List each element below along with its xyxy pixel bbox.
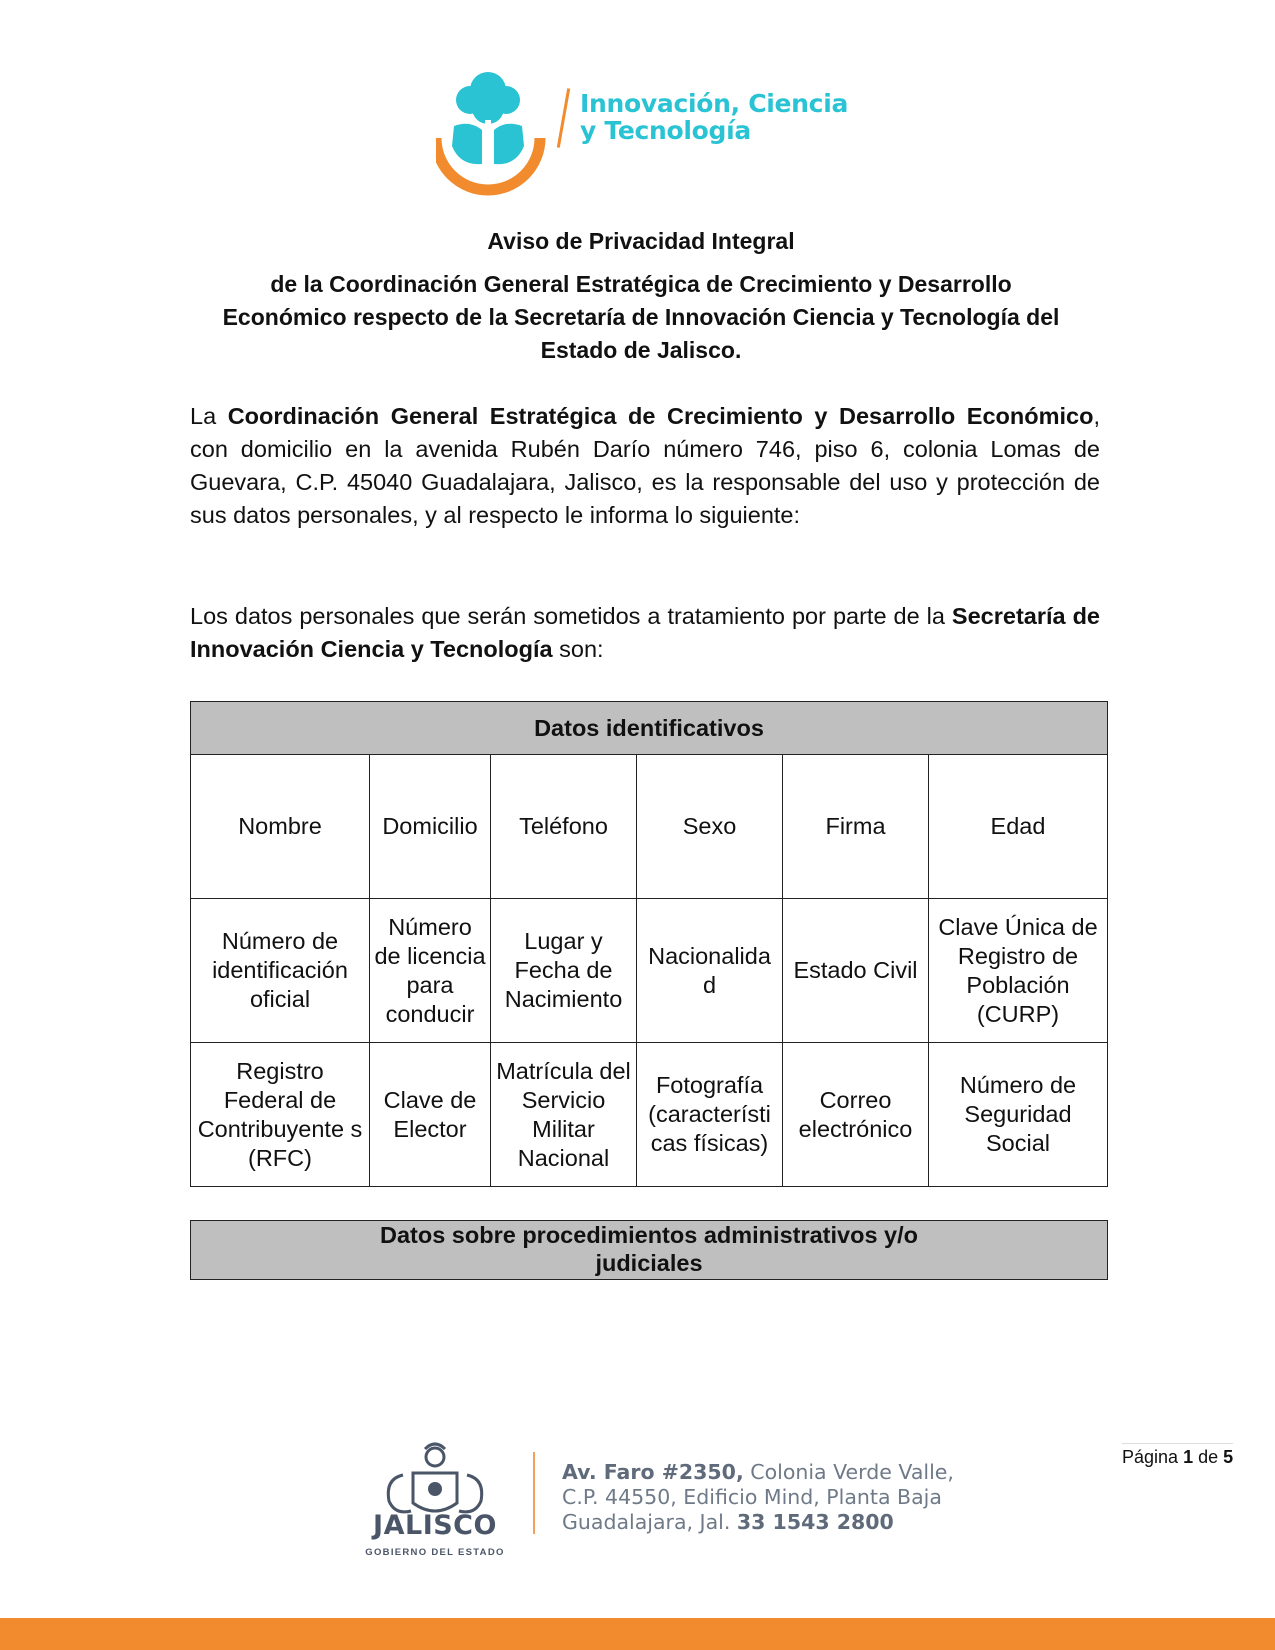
secretariat-name: Secretaría de Innovación Ciencia y Tecnología bbox=[190, 603, 1101, 662]
table-row bbox=[191, 899, 1108, 1043]
identification-data-table bbox=[190, 701, 1108, 1187]
table-header: Datos identificativos bbox=[191, 702, 1108, 755]
table-cell: Registro Federal de Contribuyente s (RFC) bbox=[191, 1043, 370, 1187]
table-cell: Número de Seguridad Social bbox=[929, 1043, 1108, 1187]
document-title: Aviso de Privacidad Integral bbox=[487, 228, 795, 254]
table-row bbox=[191, 755, 1108, 899]
document-subtitle bbox=[0, 268, 1275, 367]
table-cell: Lugar y Fecha de Nacimiento bbox=[491, 899, 637, 1043]
table-cell: Clave Única de Registro de Población (CURP) bbox=[929, 899, 1108, 1043]
jalisco-coat-of-arms-icon bbox=[365, 1435, 505, 1560]
footer-address: Av. Faro #2350, Colonia Verde Valle, C.P. 44550, Edificio Mind, Planta Baja Guadalajara, Jal. 33 1543 2800 bbox=[562, 1460, 954, 1534]
logo-text bbox=[580, 90, 848, 144]
responsible-entity: Coordinación General Estratégica de Crecimiento y Desarrollo Económico bbox=[227, 403, 1094, 429]
table-cell: Nombre bbox=[191, 755, 370, 899]
table-row bbox=[191, 1043, 1108, 1187]
subtitle-line-1: de la Coordinación General Estratégica de Crecimiento y Desarrollo bbox=[270, 271, 1012, 297]
footer-color-bar bbox=[0, 1618, 1275, 1650]
table-cell: Sexo bbox=[637, 755, 783, 899]
subtitle-line-3: Estado de Jalisco. bbox=[540, 337, 742, 363]
table-cell: Firma bbox=[783, 755, 929, 899]
page-number: Página 1 de 5 bbox=[1122, 1443, 1233, 1468]
table-cell: Nacionalida d bbox=[637, 899, 783, 1043]
logo-line-1: Innovación, Ciencia bbox=[580, 89, 849, 118]
table-cell: Estado Civil bbox=[783, 899, 929, 1043]
footer-divider bbox=[533, 1452, 535, 1534]
data-paragraph: Los datos personales que serán sometidos a tratamiento por parte de la Secretaría de Innovación Ciencia y Tecnología son: bbox=[190, 603, 1101, 662]
subtitle-line-2: Económico respecto de la Secretaría de Innovación Ciencia y Tecnología del bbox=[222, 304, 1060, 330]
table-cell: Edad bbox=[929, 755, 1108, 899]
intro-paragraph: La Coordinación General Estratégica de Crecimiento y Desarrollo Económico, con domicilio en la avenida Rubén Darío número 746, piso 6, colonia Lomas de Guevara, C.P. 45040 Guadalajara, Jalisco, es la responsable del uso y protección de sus datos personales, y al respecto le informa lo siguiente: bbox=[190, 403, 1100, 528]
table-cell: Correo electrónico bbox=[783, 1043, 929, 1187]
jalisco-subtitle: GOBIERNO DEL ESTADO bbox=[365, 1547, 505, 1558]
table-cell: Teléfono bbox=[491, 755, 637, 899]
table-cell: Clave de Elector bbox=[370, 1043, 491, 1187]
procedures-section-header: Datos sobre procedimientos administrativos y/o judiciales bbox=[190, 1220, 1108, 1280]
table-cell: Número de licencia para conducir bbox=[370, 899, 491, 1043]
table-cell: Fotografía (característi cas físicas) bbox=[637, 1043, 783, 1187]
jalisco-wordmark: JALISCO bbox=[373, 1510, 497, 1541]
table-cell: Número de identificación oficial bbox=[191, 899, 370, 1043]
table-cell: Matrícula del Servicio Militar Nacional bbox=[491, 1043, 637, 1187]
table-cell: Domicilio bbox=[370, 755, 491, 899]
logo-line-2: y Tecnología bbox=[580, 116, 751, 145]
